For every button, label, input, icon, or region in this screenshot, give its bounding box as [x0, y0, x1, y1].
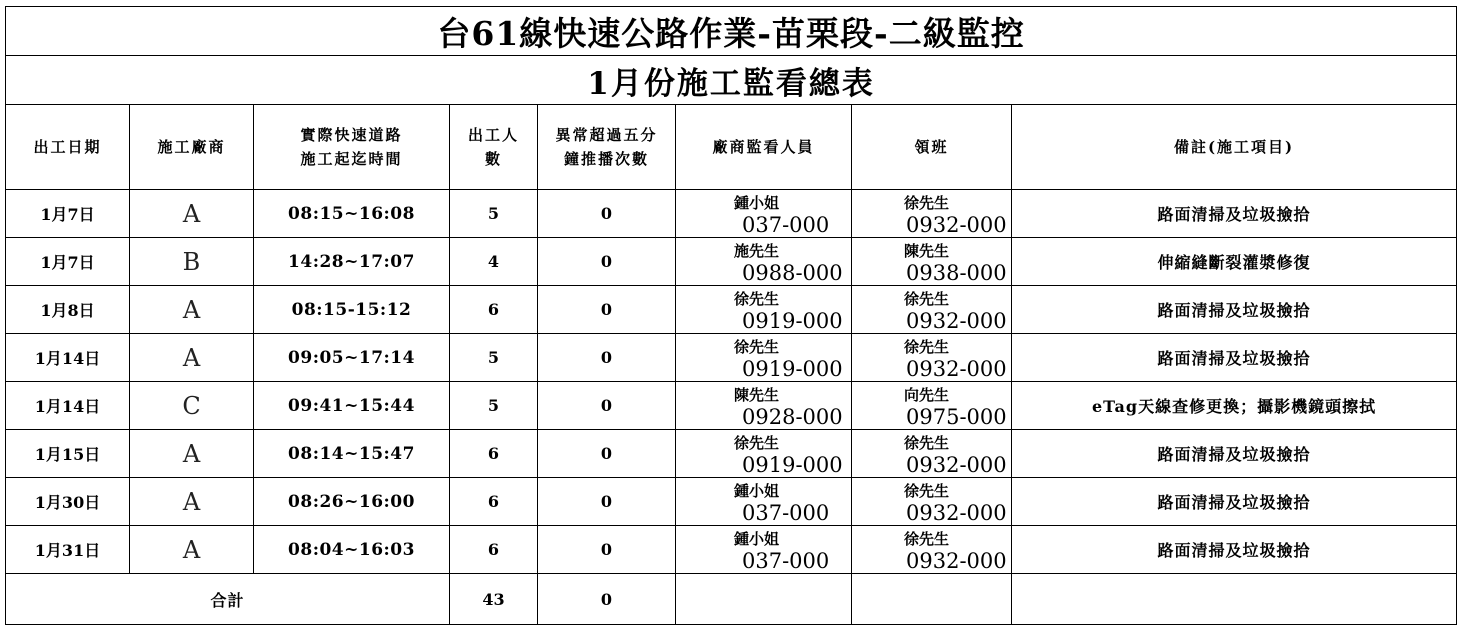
cell-workers: 5: [450, 334, 538, 382]
cell-leader: [852, 526, 1012, 574]
cell-date: 1月7日: [6, 238, 130, 286]
monitor-name: 施先生: [734, 241, 780, 260]
cell-leader: [852, 190, 1012, 238]
header-workers-line1: 出工人: [467, 126, 519, 144]
header-leader: 領班: [852, 105, 1012, 190]
monitor-name: 徐先生: [734, 433, 780, 452]
cell-date: 1月15日: [6, 430, 130, 478]
report-subtitle: 1月份施工監看總表: [6, 56, 1457, 105]
header-date: 出工日期: [6, 105, 130, 190]
cell-leader: [852, 430, 1012, 478]
cell-abnormal: 0: [538, 334, 676, 382]
cell-workers: 6: [450, 430, 538, 478]
header-time-line2: 施工起迄時間: [300, 150, 403, 168]
cell-time: 14:28~17:07: [254, 238, 450, 286]
cell-time: 08:15-15:12: [254, 286, 450, 334]
cell-workers: 6: [450, 286, 538, 334]
cell-date: 1月14日: [6, 334, 130, 382]
cell-vendor: C: [130, 382, 254, 430]
cell-date: 1月30日: [6, 478, 130, 526]
leader-name: 徐先生: [904, 193, 950, 212]
monitor-phone: 0919-000: [742, 356, 843, 381]
monitor-phone: 0928-000: [742, 404, 843, 429]
total-empty-monitor: [676, 574, 852, 625]
table-row: [6, 430, 1457, 478]
cell-workers: 4: [450, 238, 538, 286]
leader-name: 徐先生: [904, 433, 950, 452]
leader-phone: 0932-000: [906, 452, 1007, 477]
total-empty-note: [1012, 574, 1457, 625]
header-time-line1: 實際快速道路: [300, 126, 403, 144]
monitor-name: 鍾小姐: [734, 481, 780, 500]
cell-workers: 6: [450, 478, 538, 526]
monitor-name: 陳先生: [734, 385, 780, 404]
cell-monitor: [676, 286, 852, 334]
cell-leader: [852, 382, 1012, 430]
cell-note: 路面清掃及垃圾撿拾: [1012, 478, 1457, 526]
leader-phone: 0932-000: [906, 308, 1007, 333]
header-monitor: 廠商監看人員: [676, 105, 852, 190]
leader-phone: 0932-000: [906, 212, 1007, 237]
table-row: [6, 286, 1457, 334]
leader-name: 陳先生: [904, 241, 950, 260]
cell-note: 路面清掃及垃圾撿拾: [1012, 190, 1457, 238]
cell-time: 09:05~17:14: [254, 334, 450, 382]
cell-note: 伸縮縫斷裂灌漿修復: [1012, 238, 1457, 286]
header-abnormal-line1: 異常超過五分: [555, 126, 658, 144]
monitor-name: 徐先生: [734, 289, 780, 308]
total-abnormal: 0: [538, 574, 676, 625]
report-title: 台61線快速公路作業-苗栗段-二級監控: [6, 7, 1457, 56]
cell-time: 08:26~16:00: [254, 478, 450, 526]
leader-name: 徐先生: [904, 337, 950, 356]
cell-monitor: [676, 430, 852, 478]
cell-vendor: A: [130, 526, 254, 574]
leader-phone: 0975-000: [906, 404, 1007, 429]
monitor-phone: 037-000: [742, 500, 830, 525]
cell-monitor: [676, 526, 852, 574]
cell-time: 09:41~15:44: [254, 382, 450, 430]
header-abnormal: [538, 105, 676, 190]
cell-abnormal: 0: [538, 286, 676, 334]
cell-leader: [852, 286, 1012, 334]
title-row: [6, 7, 1457, 56]
cell-abnormal: 0: [538, 238, 676, 286]
leader-name: 向先生: [904, 385, 950, 404]
header-vendor: 施工廠商: [130, 105, 254, 190]
cell-note: 路面清掃及垃圾撿拾: [1012, 286, 1457, 334]
monitor-phone: 0919-000: [742, 308, 843, 333]
leader-name: 徐先生: [904, 289, 950, 308]
leader-phone: 0932-000: [906, 356, 1007, 381]
cell-note: 路面清掃及垃圾撿拾: [1012, 430, 1457, 478]
monitor-phone: 0919-000: [742, 452, 843, 477]
total-label: 合計: [6, 574, 450, 625]
leader-phone: 0932-000: [906, 500, 1007, 525]
cell-vendor: A: [130, 334, 254, 382]
total-empty-leader: [852, 574, 1012, 625]
leader-name: 徐先生: [904, 529, 950, 548]
cell-leader: [852, 478, 1012, 526]
table-row: [6, 190, 1457, 238]
header-note: 備註(施工項目): [1012, 105, 1457, 190]
cell-workers: 5: [450, 190, 538, 238]
cell-abnormal: 0: [538, 190, 676, 238]
table-row: [6, 382, 1457, 430]
header-workers: [450, 105, 538, 190]
table-row: [6, 238, 1457, 286]
cell-abnormal: 0: [538, 430, 676, 478]
report-sheet: [5, 6, 1456, 625]
cell-monitor: [676, 478, 852, 526]
header-workers-line2: 數: [484, 150, 502, 168]
table-row: [6, 334, 1457, 382]
cell-note: 路面清掃及垃圾撿拾: [1012, 334, 1457, 382]
leader-name: 徐先生: [904, 481, 950, 500]
cell-abnormal: 0: [538, 382, 676, 430]
construction-monitoring-table: [5, 6, 1457, 625]
monitor-phone: 037-000: [742, 212, 830, 237]
cell-workers: 5: [450, 382, 538, 430]
cell-vendor: A: [130, 190, 254, 238]
header-abnormal-line2: 鐘推播次數: [563, 150, 649, 168]
cell-abnormal: 0: [538, 478, 676, 526]
cell-abnormal: 0: [538, 526, 676, 574]
leader-phone: 0932-000: [906, 548, 1007, 573]
cell-time: 08:04~16:03: [254, 526, 450, 574]
cell-date: 1月14日: [6, 382, 130, 430]
cell-date: 1月7日: [6, 190, 130, 238]
cell-date: 1月31日: [6, 526, 130, 574]
cell-date: 1月8日: [6, 286, 130, 334]
monitor-phone: 037-000: [742, 548, 830, 573]
monitor-name: 鍾小姐: [734, 193, 780, 212]
cell-monitor: [676, 190, 852, 238]
table-row: [6, 526, 1457, 574]
cell-vendor: A: [130, 478, 254, 526]
cell-monitor: [676, 238, 852, 286]
cell-time: 08:15~16:08: [254, 190, 450, 238]
table-row: [6, 478, 1457, 526]
monitor-name: 徐先生: [734, 337, 780, 356]
cell-monitor: [676, 334, 852, 382]
subtitle-row: [6, 56, 1457, 105]
cell-vendor: B: [130, 238, 254, 286]
cell-note: 路面清掃及垃圾撿拾: [1012, 526, 1457, 574]
column-header-row: [6, 105, 1457, 190]
cell-monitor: [676, 382, 852, 430]
header-time: [254, 105, 450, 190]
cell-time: 08:14~15:47: [254, 430, 450, 478]
total-row: [6, 574, 1457, 625]
leader-phone: 0938-000: [906, 260, 1007, 285]
cell-leader: [852, 238, 1012, 286]
monitor-phone: 0988-000: [742, 260, 843, 285]
cell-note: eTag天線查修更換；攝影機鏡頭擦拭: [1012, 382, 1457, 430]
cell-vendor: A: [130, 430, 254, 478]
cell-vendor: A: [130, 286, 254, 334]
cell-leader: [852, 334, 1012, 382]
total-workers: 43: [450, 574, 538, 625]
monitor-name: 鍾小姐: [734, 529, 780, 548]
cell-workers: 6: [450, 526, 538, 574]
